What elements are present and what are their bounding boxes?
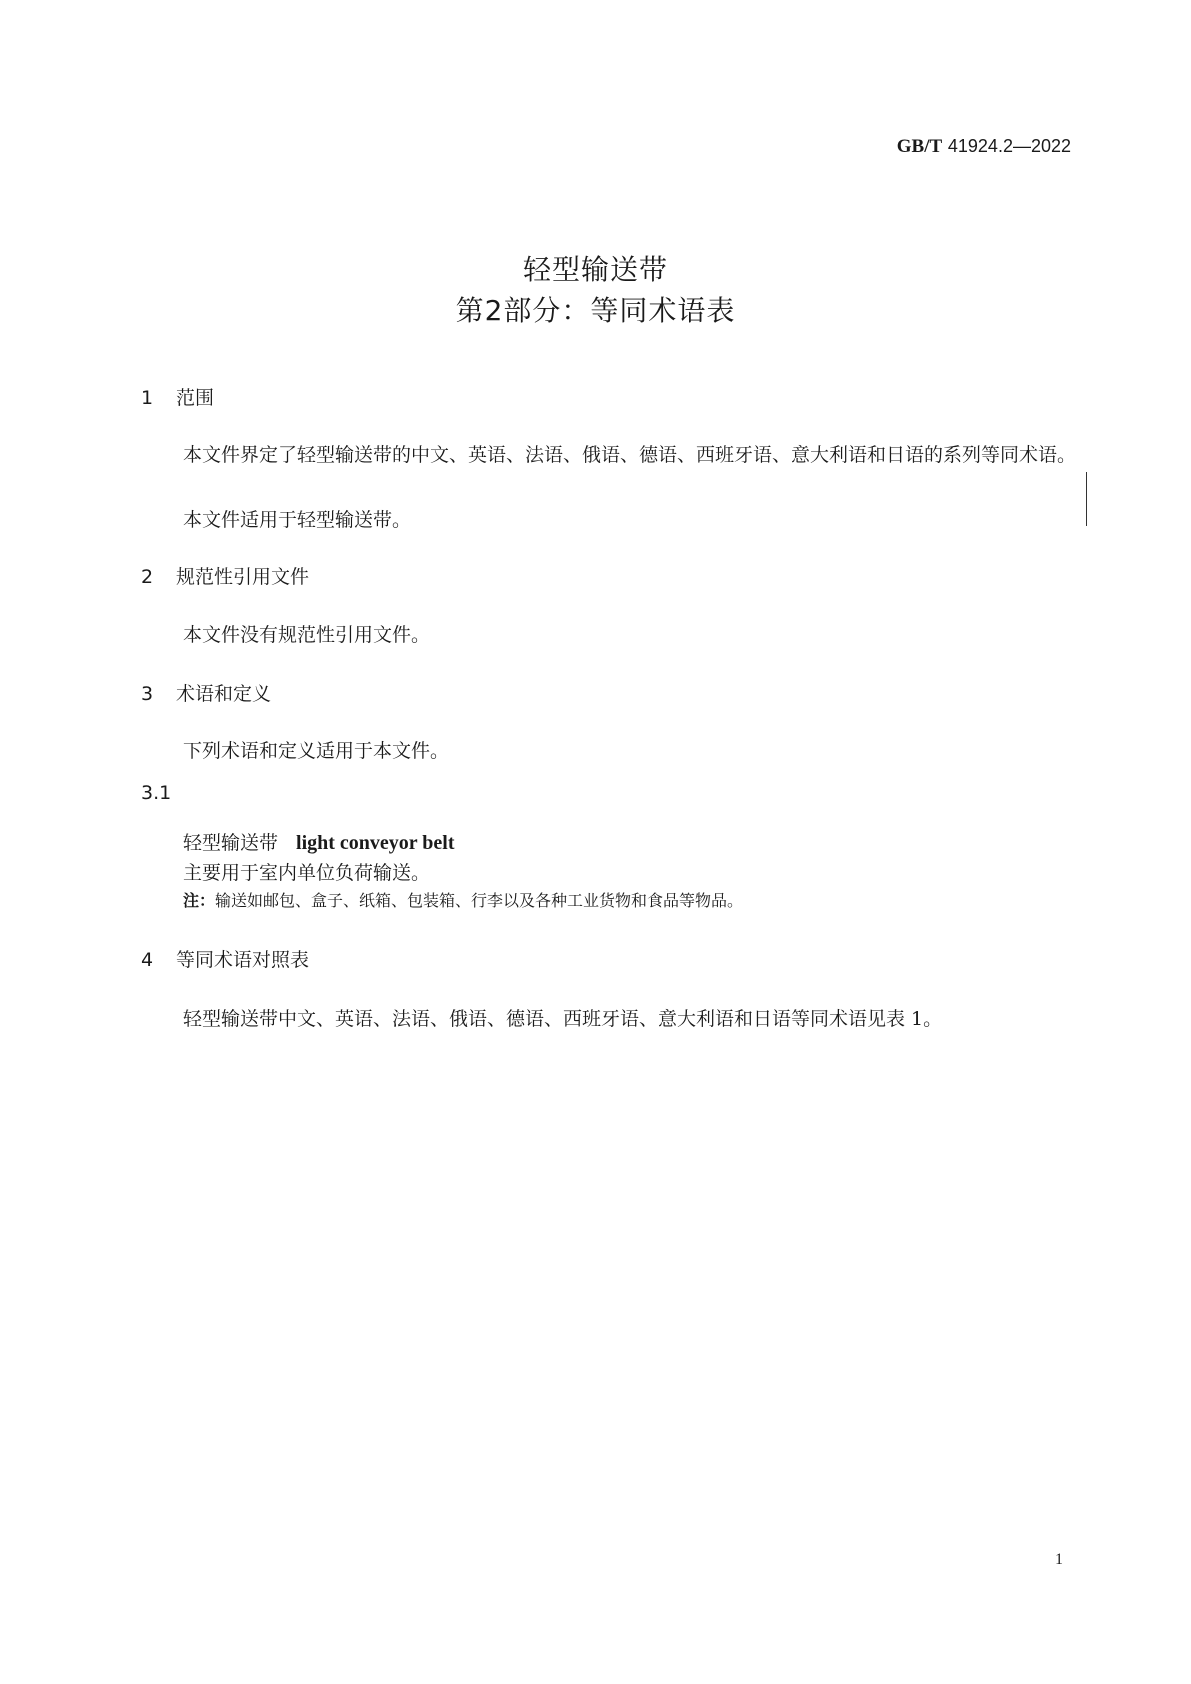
section-3-paragraph-1: 下列术语和定义适用于本文件。 bbox=[183, 740, 450, 762]
note-label: 注： bbox=[183, 891, 216, 910]
term-definition: 主要用于室内单位负荷输送。 bbox=[183, 862, 431, 884]
section-3-heading bbox=[141, 679, 271, 706]
section-1-paragraph-1: 本文件界定了轻型输送带的中文、英语、法语、俄语、德语、西班牙语、意大利语和日语的系列等同术语。 bbox=[183, 444, 1077, 466]
section-title: 等同术语对照表 bbox=[176, 949, 310, 971]
section-number: 1 bbox=[141, 387, 154, 409]
section-4-paragraph-1: 轻型输送带中文、英语、法语、俄语、德语、西班牙语、意大利语和日语等同术语见表 1。 bbox=[183, 1008, 943, 1030]
change-bar bbox=[1086, 472, 1087, 526]
section-2-paragraph-1: 本文件没有规范性引用文件。 bbox=[183, 624, 431, 646]
page-number: 1 bbox=[1055, 1551, 1063, 1568]
section-4-heading bbox=[141, 945, 309, 972]
standard-number: 41924.2—2022 bbox=[947, 136, 1071, 156]
term-english: light conveyor belt bbox=[296, 832, 455, 854]
section-title: 规范性引用文件 bbox=[176, 566, 310, 588]
document-title: 轻型输送带 bbox=[522, 253, 668, 286]
standard-prefix: GB/T bbox=[896, 136, 943, 157]
term-chinese: 轻型输送带 bbox=[183, 832, 279, 854]
section-1-paragraph-2: 本文件适用于轻型输送带。 bbox=[183, 509, 412, 531]
section-title: 术语和定义 bbox=[176, 683, 272, 705]
section-number: 4 bbox=[141, 949, 154, 971]
section-1-heading bbox=[141, 383, 214, 410]
note-text: 输送如邮包、盒子、纸箱、包装箱、行李以及各种工业货物和食品等物品。 bbox=[215, 891, 744, 910]
subsection-3-1-number: 3.1 bbox=[141, 782, 172, 804]
section-2-heading bbox=[141, 562, 309, 589]
term-entry bbox=[183, 828, 455, 855]
section-number: 2 bbox=[141, 566, 154, 588]
standard-code bbox=[897, 136, 1071, 158]
section-title: 范围 bbox=[176, 387, 215, 409]
document-subtitle: 第2部分：等同术语表 bbox=[455, 294, 736, 327]
section-number: 3 bbox=[141, 683, 154, 705]
term-note bbox=[183, 888, 743, 911]
